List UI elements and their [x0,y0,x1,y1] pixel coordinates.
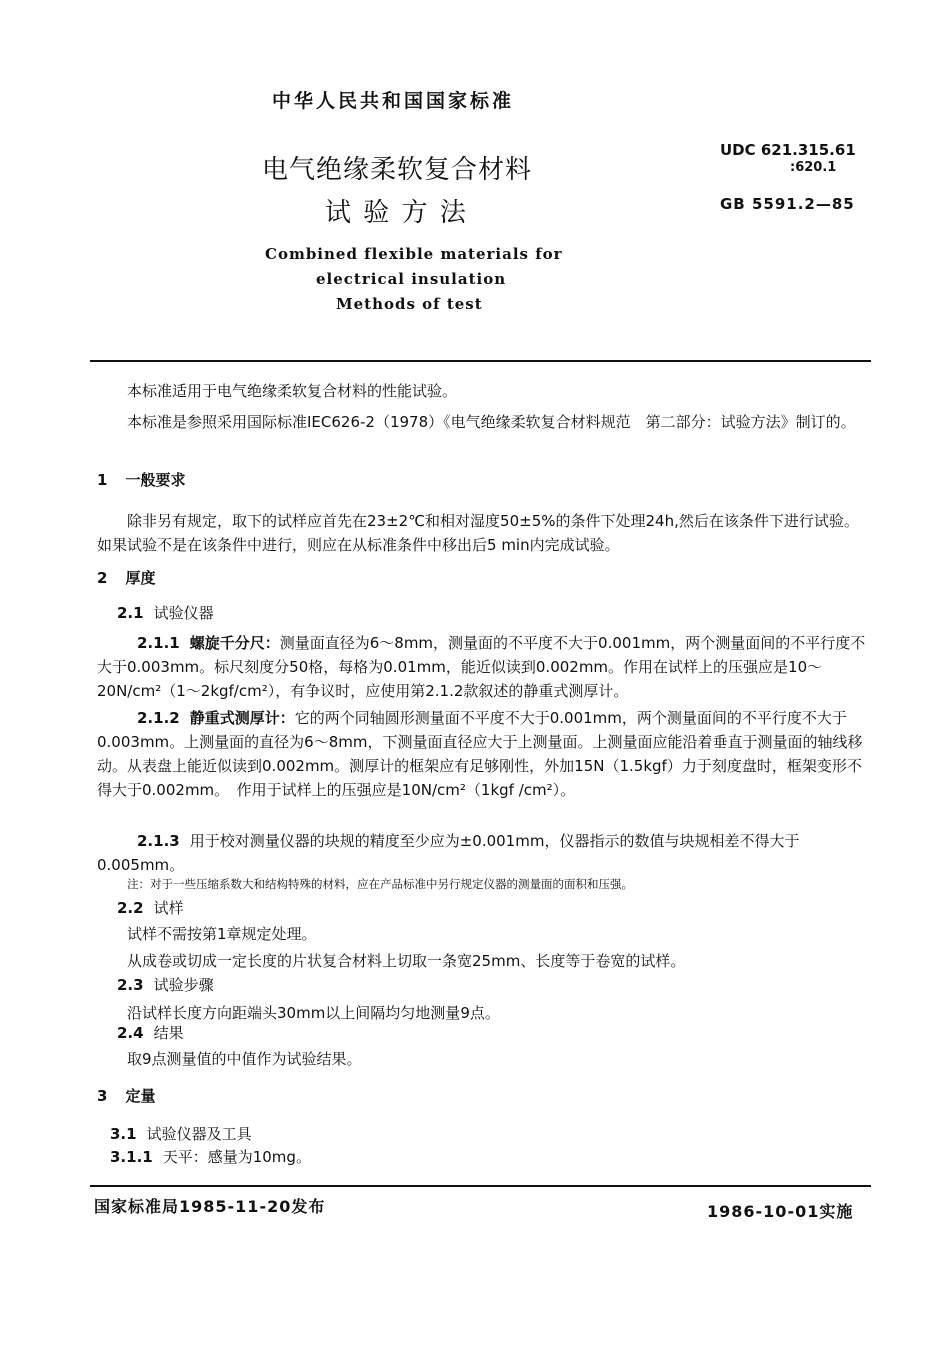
subsection-title: 试验仪器及工具 [146,1125,252,1143]
clause-text: 测量面直径为6～8mm，测量面的不平度不大于0.001mm，两个测量面间的不平行度不大于0.003mm。标尺刻度分50格，每格为0.01mm，能近似读到0.002mm。作用在试样上的压强应是10～20N/cm²（1～2kgf/cm²），有争议时，应使用第2.1.2款叙述的静重式测厚计。 [97,634,866,700]
subsection-2-1-heading [117,602,214,624]
effective-date: 1986-10-01实施 [707,1202,854,1221]
gb-code: GB 5591.2—85 [720,195,855,213]
section-title: 厚度 [125,569,156,587]
footer-rule [90,1185,871,1187]
subsection-2-4-heading [117,1022,184,1044]
title-cn-line1: 电气绝缘柔软复合材料 [262,155,533,185]
clause-number: 2.1.2 [137,709,180,727]
section-2-heading [97,567,155,588]
clause-number: 2.1.1 [137,634,180,652]
subsection-3-1-heading [110,1123,252,1145]
clause-3-1-1 [110,1146,311,1168]
title-en-line3: Methods of test [336,295,483,313]
section-1-heading [97,469,185,490]
subsection-title: 结果 [153,1024,184,1042]
udc-code-sub: :620.1 [790,160,837,175]
clause-2-1-2 [97,706,872,802]
subsection-title: 试样 [153,899,184,917]
clause-text: 用于校对测量仪器的块规的精度至少应为±0.001mm，仪器指示的数值与块规相差不得大于0.005mm。 [97,832,800,874]
udc-code: UDC 621.315.61 [720,141,856,159]
clause-text: 天平：感量为10mg。 [162,1148,311,1166]
section-title: 定量 [125,1087,156,1105]
intro-paragraph-2: 本标准是参照采用国际标准IEC626-2（1978）《电气绝缘柔软复合材料规范 第二部分：试验方法》制订的。 [127,413,856,431]
note: 注：对于一些压缩系数大和结构特殊的材料，应在产品标准中另行规定仪器的测量面的面积和压强。 [127,877,633,891]
clause-number: 2.1.3 [137,832,180,850]
subsection-2-2-heading [117,897,184,919]
section-number: 3 [97,1087,108,1105]
clause-text: 它的两个同轴圆形测量面不平度不大于0.001mm，两个测量面间的不平行度不大于0.003mm。上测量面的直径为6～8mm，下测量面直径应大于上测量面。上测量面应能沿着垂直于测量面的轴线移动。从表盘上能近似读到0.002mm。测厚计的框架应有足够刚性，外加15N（1.5kgf）力于刻度盘时，框架变形不得大于0.002mm。 作用于试样上的压强应是10N/cm²（1kgf /cm²）。 [97,709,863,799]
section-3-heading [97,1085,155,1106]
subsection-number: 2.4 [117,1024,144,1042]
clause-2-1-1 [97,631,872,703]
title-en-line2: electrical insulation [316,270,507,288]
header-rule [90,360,871,362]
clause-lead: 螺旋千分尺： [189,634,280,652]
subsection-number: 3.1 [110,1125,137,1143]
section-1-paragraph: 除非另有规定，取下的试样应首先在23±2℃和相对湿度50±5%的条件下处理24h,然后在该条件下进行试验。如果试验不是在该条件中进行，则应在从标准条件中移出后5 min内完成试验。 [97,512,859,554]
subsection-title: 试验仪器 [153,604,214,622]
subsection-2-2-paragraph-1: 试样不需按第1章规定处理。 [127,925,317,943]
subsection-2-3-paragraph: 沿试样长度方向距端头30mm以上间隔均匀地测量9点。 [127,1004,500,1022]
subsection-title: 试验步骤 [153,976,214,994]
clause-number: 3.1.1 [110,1148,153,1166]
section-title: 一般要求 [125,471,186,489]
subsection-2-4-paragraph: 取9点测量值的中值作为试验结果。 [127,1050,362,1068]
clause-lead: 静重式测厚计： [189,709,295,727]
issued-date: 国家标准局1985-11-20发布 [94,1197,326,1216]
subsection-number: 2.1 [117,604,144,622]
country-title: 中华人民共和国国家标准 [272,90,515,112]
subsection-number: 2.3 [117,976,144,994]
title-en-line1: Combined flexible materials for [265,245,563,263]
subsection-number: 2.2 [117,899,144,917]
clause-2-1-3 [97,829,872,877]
subsection-2-3-heading [117,974,214,996]
title-cn-line2: 试 验 方 法 [325,198,468,228]
section-number: 2 [97,569,108,587]
intro-paragraph-1: 本标准适用于电气绝缘柔软复合材料的性能试验。 [127,382,458,400]
subsection-2-2-paragraph-2: 从成卷或切成一定长度的片状复合材料上切取一条宽25mm、长度等于卷宽的试样。 [127,952,686,970]
section-number: 1 [97,471,108,489]
